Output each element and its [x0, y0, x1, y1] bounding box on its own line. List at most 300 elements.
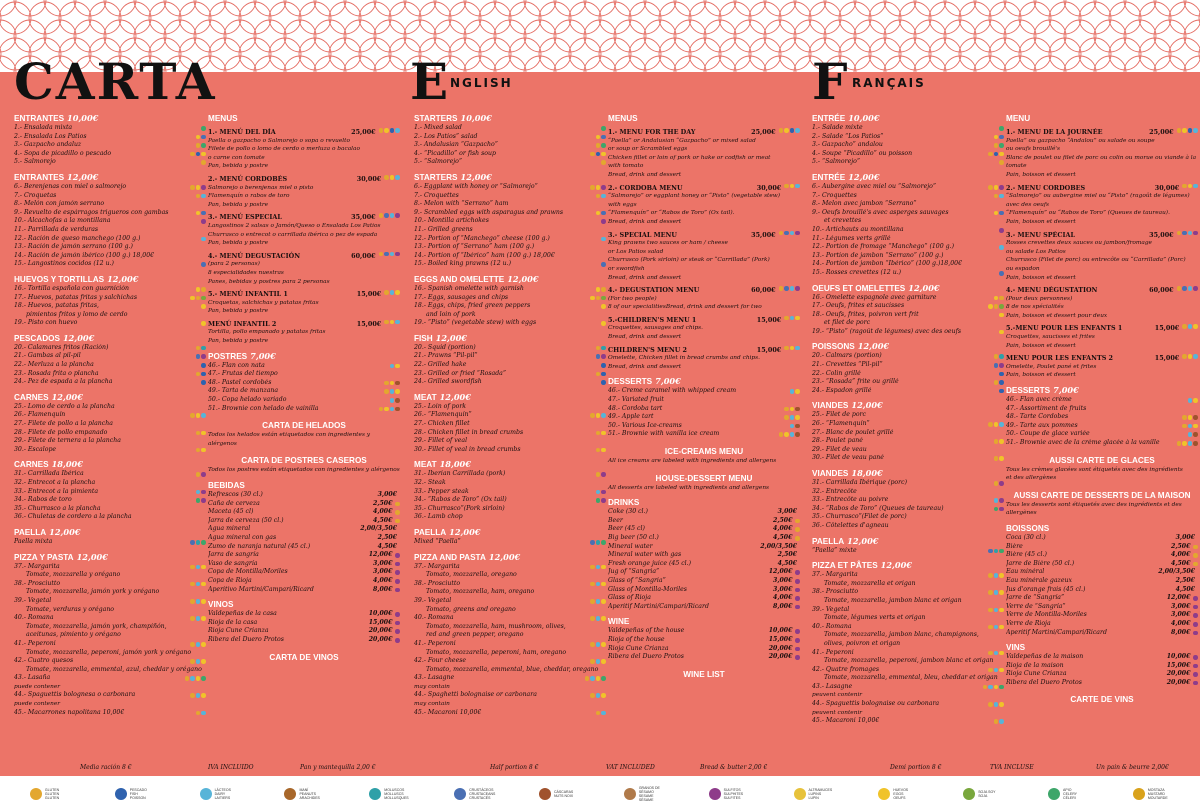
- section-heading: [812, 468, 1004, 479]
- menu-item: [414, 344, 606, 353]
- allergen-dots: [201, 304, 206, 309]
- allergen-dots: [999, 372, 1004, 377]
- allergen-dot: [196, 346, 201, 351]
- menu-note: Churrasco (Pork sirloin) or steak or “Carrillada” (Pork): [608, 257, 770, 264]
- allergen-dot: [395, 320, 400, 325]
- allergen-dot: [1193, 286, 1198, 291]
- allergen-dot: [190, 296, 195, 301]
- menu-item-price: 15,00€: [768, 635, 793, 643]
- section-heading: [414, 113, 606, 124]
- allergen-dot: [790, 389, 795, 394]
- footer-note: VAT INCLUDED: [606, 764, 655, 771]
- menu-item: [208, 636, 400, 645]
- menu-item-name: Ribera del Duero Protos: [1006, 678, 1082, 686]
- allergen-dot: [596, 185, 601, 190]
- allergen-dot: [988, 185, 993, 190]
- set-menu-title: [608, 128, 800, 137]
- allergen-dots: [196, 194, 206, 199]
- menu-note: Tous les crèmes glacées sont étiquetés avec des ingrédients: [1006, 466, 1183, 473]
- allergen-dot: [395, 290, 400, 295]
- egg-icon: [878, 788, 890, 800]
- menu-item-name: 28.- Poulet pané: [812, 437, 863, 445]
- allergen-dot: [1182, 441, 1187, 446]
- allergen-dot: [1193, 664, 1198, 669]
- section-price: 12,00€: [507, 273, 539, 284]
- allergen-dot: [390, 213, 395, 218]
- legend-label: GLUTEN GLUTEN GLUTEN: [44, 788, 60, 800]
- allergen-dots: [395, 629, 400, 634]
- allergen-dot: [999, 625, 1004, 630]
- allergen-dot: [596, 413, 601, 418]
- menu-item: [414, 319, 606, 328]
- allergen-dot: [994, 498, 999, 503]
- allergen-dot: [784, 231, 789, 236]
- allergen-dot: [999, 685, 1004, 690]
- allergen-dot: [601, 372, 606, 377]
- menu-item-name: 50.- Various Ice-creams: [608, 421, 682, 429]
- section-price: 18,00€: [851, 468, 883, 478]
- set-menu-price: 15,00€: [356, 319, 382, 328]
- allergen-dots: [994, 363, 1004, 368]
- allergen-dot: [784, 346, 789, 351]
- section-price: 12,00€: [51, 391, 83, 402]
- allergen-dot: [201, 490, 206, 495]
- set-menu-price: 15,00€: [1154, 324, 1180, 333]
- menu-item-name: 17.- Huevos, patatas fritas y salchichas: [14, 293, 138, 301]
- menu-item-price: 20,00€: [1166, 670, 1191, 678]
- set-menu-title: [208, 213, 400, 222]
- allergen-dot: [379, 252, 384, 257]
- menu-item-name: 47.- Variated fruit: [608, 396, 664, 404]
- menu-item-name: 16.- Tortilla española con guarnición: [14, 284, 129, 292]
- allergen-dot: [196, 413, 201, 418]
- allergen-dot: [994, 573, 999, 578]
- menu-item-name: Jug of “Sangria”: [608, 568, 660, 576]
- menu-item-name: 39.- Vegetal: [14, 596, 52, 604]
- menu-item-name: 29.- Fillet of veal: [414, 437, 468, 445]
- section-heading: [414, 172, 606, 183]
- menu-note: “Salmorejo” ou aubergine miel ou “Pisto” (ragoût de légumes): [1006, 193, 1190, 200]
- allergen-dot: [999, 194, 1004, 199]
- menu-item: [812, 183, 1004, 192]
- centered-heading: WINE LIST: [683, 669, 725, 679]
- menu-item-name: 31.- Carrillada Ibérica: [14, 470, 84, 478]
- allergen-dot: [988, 304, 993, 309]
- menu-item-name: 29.- Filete de ternera a la plancha: [14, 437, 121, 445]
- menu-note: Bread, drink and dessert: [608, 274, 682, 281]
- menu-item: [414, 285, 606, 294]
- allergen-dot: [601, 194, 606, 199]
- allergen-dots: [384, 175, 400, 184]
- menu-item-name: Rioja Cune Crianza: [208, 627, 269, 635]
- menu-item-name: Glass of “Sangria”: [608, 576, 666, 584]
- allergen-dot: [596, 211, 601, 216]
- allergen-dots: [596, 194, 606, 199]
- allergen-dots: [779, 128, 800, 137]
- allergen-dot: [790, 432, 795, 437]
- menu-item: [14, 580, 206, 589]
- menu-item: [14, 352, 206, 361]
- set-menu-price: 35,00€: [751, 230, 776, 239]
- menu-item: [14, 470, 206, 479]
- allergen-dot: [1193, 184, 1198, 189]
- allergen-dots: [1177, 128, 1198, 137]
- allergen-dot: [201, 693, 206, 698]
- allergen-dots: [795, 647, 800, 652]
- menu-item-name: 6.- Eggplant with honey or “Salmorejo”: [414, 182, 538, 190]
- menu-item-price: 12,00€: [368, 551, 393, 559]
- menu-item-price: 2,00/3,50€: [760, 542, 797, 550]
- menu-item: [14, 200, 206, 209]
- allergen-dot: [601, 135, 606, 140]
- menu-note: may contain: [414, 683, 450, 690]
- menu-item: [608, 508, 800, 517]
- allergen-dot: [994, 608, 999, 613]
- allergen-dots: [1193, 545, 1198, 550]
- menu-item: [14, 209, 206, 218]
- menu-note: Pain, boisson et dessert: [1006, 372, 1076, 379]
- menu-item-name: 34.- “Rabos de Toro” (Ox tail): [414, 496, 507, 504]
- allergen-dot: [999, 380, 1004, 385]
- allergen-dots: [994, 481, 1004, 486]
- allergen-dot: [994, 719, 999, 724]
- menu-note: Bread, drink and dessert: [608, 334, 682, 341]
- allergen-dot: [1193, 672, 1198, 677]
- allergen-dot: [196, 354, 201, 359]
- allergen-dot: [994, 439, 999, 444]
- allergen-dot: [1193, 681, 1198, 686]
- menu-item: [1006, 679, 1198, 688]
- allergen-dots: [784, 415, 800, 420]
- menu-item-price: 4,50€: [1171, 559, 1191, 567]
- allergen-dot: [1193, 613, 1198, 618]
- menu-item-name: 28.- Filete de pollo empanado: [14, 428, 108, 436]
- menu-item-name: Valdepeñas of the house: [608, 627, 685, 635]
- menu-item: [14, 124, 206, 133]
- allergen-dot: [596, 498, 601, 503]
- section-price: 12,00€: [460, 171, 492, 182]
- allergen-dots: [185, 676, 206, 681]
- menu-item-price: 4,00€: [1171, 551, 1191, 559]
- menu-item-name: Verre de Montilla-Moriles: [1006, 611, 1087, 619]
- menu-item-name: 48.- Cordoba tart: [608, 404, 663, 412]
- allergen-dot: [601, 321, 606, 326]
- menu-item-name: 14.- Portion of “Ibérico” ham (100 g.) 18,00€: [414, 251, 555, 259]
- allergen-dot: [601, 185, 606, 190]
- section-price: 12,00€: [439, 391, 471, 402]
- allergen-dot: [196, 372, 201, 377]
- allergen-dot: [196, 676, 201, 681]
- allergen-dot: [601, 262, 606, 267]
- allergen-dots: [999, 313, 1004, 318]
- allergen-dot: [596, 372, 601, 377]
- menu-item: [14, 479, 206, 488]
- allergen-dot: [196, 194, 201, 199]
- allergen-dot: [201, 599, 206, 604]
- allergen-dot: [596, 152, 601, 157]
- menu-item-name: Jarre de “Sangría”: [1006, 594, 1065, 602]
- menu-item-description: Tomate, légumes verts et origan: [824, 614, 926, 622]
- set-menu-name: 3.- MENU SPÉCIAL: [1006, 230, 1075, 239]
- menu-note: ou espadon: [1006, 265, 1040, 272]
- set-menu-name: 4.- MENÚ DEGUSTACIÓN: [208, 251, 301, 260]
- allergen-dot: [395, 128, 400, 133]
- section-title: VIANDES: [812, 401, 849, 411]
- menu-item: [812, 479, 1004, 488]
- allergen-dots: [988, 304, 1004, 309]
- menu-note: Pan, bebida y postre: [208, 163, 269, 170]
- menu-item: [208, 396, 400, 405]
- menu-item: [608, 525, 800, 534]
- allergen-dots: [1177, 286, 1198, 295]
- menu-item: [14, 260, 206, 269]
- allergen-dot: [390, 364, 395, 369]
- menu-item: [208, 517, 400, 526]
- menu-item-name: 14.- Ración de jamón ibérico (100 g.) 18,00€: [14, 251, 155, 259]
- menu-item-name: 22.- Grilled hake: [414, 361, 467, 369]
- menu-item-description: Tomato, mozzarella, ham, mushroom, olives,: [426, 622, 566, 630]
- allergen-dot: [196, 711, 201, 716]
- section-heading: [1006, 523, 1198, 534]
- menu-note: Omelette, Poulet pané et frites: [1006, 363, 1097, 370]
- allergen-dot: [784, 415, 789, 420]
- menu-item: [608, 586, 800, 595]
- allergen-dot: [983, 685, 988, 690]
- menu-item-description: Tomato, mozzarella, oregano: [426, 571, 517, 579]
- allergen-dot: [379, 213, 384, 218]
- allergen-dot: [190, 659, 195, 664]
- section-heading: [1006, 642, 1198, 653]
- allergen-dot: [590, 676, 595, 681]
- menu-item-name: 7.- Croquettes: [812, 191, 857, 199]
- allergen-dots: [790, 424, 800, 429]
- menu-item-price: 4,50€: [1175, 585, 1195, 593]
- menu-note: Blanc de poulet ou filet de porc ou colin ou morue ou viande à la: [1006, 154, 1197, 161]
- menu-item-name: Aperitif Martini/Campari/Ricard: [1006, 628, 1107, 636]
- allergen-dot: [201, 431, 206, 436]
- set-menu-price: 30,00€: [756, 183, 782, 192]
- allergen-dot: [999, 719, 1004, 724]
- allergen-dots: [1182, 324, 1198, 333]
- legend-label: MOSTAZA MUSTARD MOUTARDE: [1147, 788, 1168, 800]
- allergen-dots: [196, 711, 206, 716]
- menu-item: [608, 543, 800, 552]
- menu-item: [414, 563, 606, 572]
- allergen-dot: [390, 320, 395, 325]
- menu-note: Paella o gazpacho o Salmorejo o sopa o revuelto: [208, 137, 350, 144]
- allergen-dot: [190, 565, 195, 570]
- footer-note: Pan y mantequilla 2,00 €: [300, 764, 376, 771]
- allergen-dot: [999, 549, 1004, 554]
- set-menu-price: 15,00€: [756, 345, 782, 354]
- menu-item: [812, 513, 1004, 522]
- allergen-dot: [1177, 231, 1182, 236]
- menu-item-name: 38.- Prosciutto: [14, 579, 61, 587]
- menu-item-price: 2,00/3,50€: [1158, 568, 1195, 576]
- set-menu-title: [608, 346, 800, 355]
- menu-item-name: 32.- Entrecôte: [812, 487, 857, 495]
- allergen-dot: [999, 126, 1004, 131]
- allergen-dots: [1182, 184, 1198, 193]
- allergen-dot: [999, 228, 1004, 233]
- allergen-dot: [779, 432, 784, 437]
- menu-item: [414, 200, 606, 209]
- peanut-icon: [284, 788, 296, 800]
- menu-item: [812, 370, 1004, 379]
- set-menu-name: 1.- MENÚ DEL DÍA: [208, 128, 276, 136]
- menu-note: (For two people): [608, 295, 657, 302]
- allergen-dot: [999, 608, 1004, 613]
- menu-item-name: 46.- Flan con nata: [208, 361, 265, 369]
- section-heading: [14, 552, 206, 563]
- section-heading: [608, 376, 800, 387]
- menu-note: or Los Patios salad: [608, 248, 664, 255]
- menu-item: [208, 379, 400, 388]
- allergen-dot: [779, 231, 784, 236]
- menu-item-name: Fresh orange juice (45 cl.): [608, 559, 692, 567]
- allergen-dot: [395, 553, 400, 558]
- menu-item: [14, 709, 206, 718]
- allergen-dot: [395, 579, 400, 584]
- menu-item-name: 42.- Cuatro quesos: [14, 657, 74, 665]
- allergen-dot: [795, 647, 800, 652]
- menu-item-name: Verre de Rioja: [1006, 619, 1051, 627]
- allergen-dots: [994, 719, 1004, 724]
- allergen-dot: [999, 389, 1004, 394]
- menu-item: [812, 547, 1004, 556]
- allergen-dot: [994, 152, 999, 157]
- allergen-dot: [196, 642, 201, 647]
- legend-label: ALTRAMUCES LUPINS LUPIN: [808, 788, 833, 800]
- allergen-dot: [994, 380, 999, 385]
- allergen-dot: [384, 213, 389, 218]
- allergen-dot: [999, 185, 1004, 190]
- menu-item-price: 20,00€: [768, 644, 793, 652]
- allergen-dot: [190, 185, 195, 190]
- shell-icon: [369, 788, 381, 800]
- menu-item: [812, 437, 1004, 446]
- allergen-dot: [784, 286, 789, 291]
- menu-item: [208, 560, 400, 569]
- allergen-dot: [994, 651, 999, 656]
- menu-note: All desserts are labeled with ingredients and allergens: [608, 484, 770, 491]
- menu-item-name: 12.- Portion of “Manchego” cheese (100 g.): [414, 234, 550, 242]
- menu-item-name: 26.- “Flamenquín”: [414, 411, 472, 419]
- set-menu-title: [608, 316, 800, 325]
- menu-item: [14, 226, 206, 235]
- menu-item: [414, 235, 606, 244]
- nut-icon: [539, 788, 551, 800]
- menu-note: “Flamenquín” or “Rabos de Toro” (Ox tail).: [608, 210, 735, 217]
- menu-item-price: 3,00€: [377, 491, 397, 498]
- legend-item: [794, 788, 831, 800]
- menu-note: “Salmorejo” or eggplant honey or “Pisto” (vegetable stew): [608, 193, 781, 200]
- menu-note: Salmorejo o berenjenas miel o pisto: [208, 184, 314, 191]
- allergen-dots: [590, 565, 606, 570]
- menu-item: [812, 522, 1004, 531]
- menu-item-name: 4.- Soupe “Picadillo” ou poisson: [812, 149, 913, 157]
- menu-note: peuvent contenir: [812, 692, 863, 699]
- menu-item-name: Rioja de la maison: [1006, 661, 1064, 669]
- allergen-dot: [1177, 286, 1182, 291]
- menu-item: [812, 700, 1004, 709]
- menu-item: [1006, 568, 1198, 577]
- allergen-dot: [994, 702, 999, 707]
- allergen-dots: [596, 354, 606, 359]
- allergen-dots: [994, 380, 1004, 385]
- menu-item-name: 6.- Berenjenas con miel o salmorejo: [14, 182, 127, 190]
- menu-item-price: 20,00€: [368, 627, 393, 635]
- allergen-dot: [999, 313, 1004, 318]
- allergen-dots: [795, 596, 800, 601]
- legend-item: [539, 788, 576, 800]
- allergen-dot: [601, 448, 606, 453]
- allergen-dot: [190, 693, 195, 698]
- menu-item: [414, 158, 606, 167]
- menu-item-name: 28.- Chicken fillet in bread crumbs: [414, 428, 524, 436]
- menu-item-name: 36.- Lamb chop: [414, 513, 463, 521]
- allergen-dot: [596, 582, 601, 587]
- allergen-dot: [1193, 354, 1198, 359]
- menu-item-name: Mineral water: [608, 542, 653, 550]
- allergen-dot: [395, 381, 400, 386]
- set-menu-name: 2.- MENU CORDOBES: [1006, 183, 1086, 192]
- allergen-dot: [1182, 354, 1187, 359]
- allergen-dots: [1188, 432, 1198, 437]
- section-price: 10,00€: [848, 113, 880, 123]
- section-price: 12,00€: [857, 341, 890, 352]
- menu-item-price: 4,00€: [773, 525, 793, 533]
- allergen-dot: [395, 629, 400, 634]
- menu-item-name: Agua mineral con gas: [208, 533, 277, 541]
- legend-label: SOJA SOY SOJA: [978, 790, 996, 798]
- menu-item-price: 3,00€: [1171, 602, 1191, 610]
- allergen-dot: [196, 185, 201, 190]
- allergen-dots: [196, 354, 206, 359]
- menu-note: Paella” ou gazpacho “Andalou” ou salade ou soupe: [1006, 137, 1155, 144]
- allergen-dot: [201, 448, 206, 453]
- menu-item-name: 40.- Romana: [414, 614, 454, 622]
- menu-item: [14, 361, 206, 370]
- legend-item: [115, 788, 152, 800]
- section-heading: [208, 113, 400, 124]
- allergen-dot: [201, 194, 206, 199]
- menu-item: [608, 627, 800, 636]
- menu-note: Tortilla, pollo empanado y patatas fritas: [208, 329, 326, 336]
- allergen-dots: [596, 211, 606, 216]
- allergen-dot: [999, 481, 1004, 486]
- allergen-dot: [201, 152, 206, 157]
- allergen-dots: [395, 510, 400, 515]
- menu-item: [608, 517, 800, 526]
- menu-item: [414, 446, 606, 455]
- menu-item: [414, 597, 606, 606]
- allergen-dot: [390, 398, 395, 403]
- menu-item-name: 15.- Rosses crevettes (12 u.): [812, 268, 902, 276]
- set-menu-price: 15,00€: [756, 315, 782, 324]
- menu-item: [1006, 670, 1198, 679]
- centered-heading: CARTA DE POSTRES CASEROS: [241, 456, 367, 466]
- menu-item: [14, 446, 206, 455]
- sulphite-icon: [709, 788, 721, 800]
- allergen-dot: [795, 638, 800, 643]
- menu-item-price: 10,00€: [1166, 653, 1191, 661]
- allergen-dot: [784, 432, 789, 437]
- allergen-dots: [999, 228, 1004, 233]
- section-title: DESSERTS: [1006, 386, 1051, 396]
- menu-item: [812, 649, 1004, 658]
- menu-item-price: 8,00€: [373, 585, 393, 593]
